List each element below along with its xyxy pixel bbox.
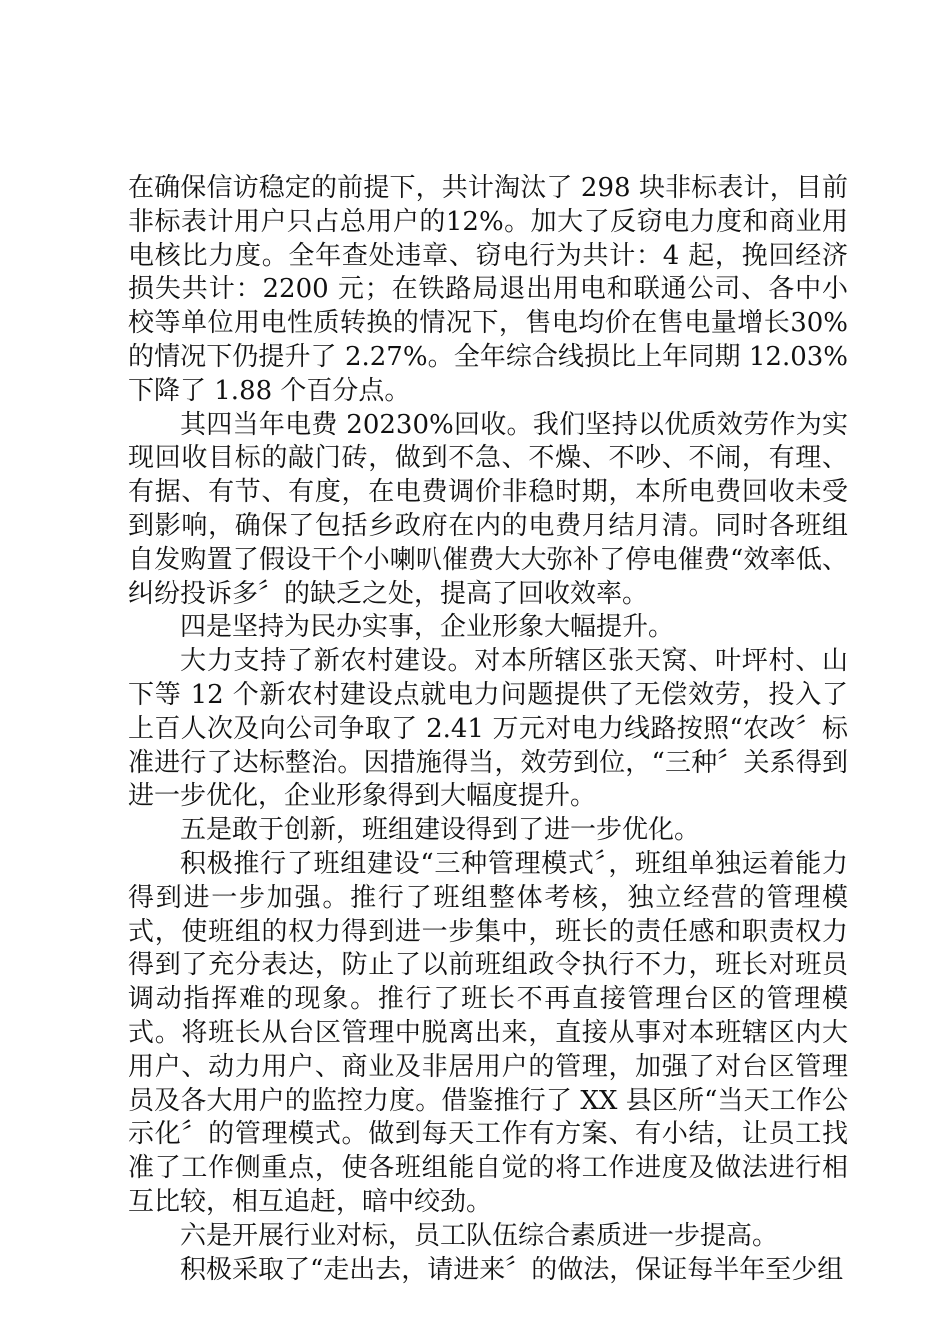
paragraph-rural-construction: 大力支持了新农村建设。对本所辖区张天窝、叶坪村、山下等 12 个新农村建设点就电力问题提供了无偿效劳，投入了上百人次及向公司争取了 2.41 万元对电力线路按照“农改〞标准进行了达标整治。因措施得当，效劳到位，“三种〞关系得到进一步优化，企业形象得到大幅度提升。 — [128, 646, 848, 812]
heading-innovation: 五是敢于创新，班组建设得到了进一步优化。 — [180, 815, 701, 846]
paragraph-go-out-invite-in: 积极采取了“走出去，请进来〞的做法，保证每半年至少组 — [180, 1254, 844, 1285]
heading-public-service: 四是坚持为民办实事，企业形象大幅提升。 — [180, 612, 675, 643]
heading-benchmarking: 六是开展行业对标，员工队伍综合素质进一步提高。 — [180, 1220, 779, 1251]
paragraph-line-loss: 在确保信访稳定的前提下，共计淘汰了 298 块非标表计，目前非标表计用户只占总用户的12%。加大了反窃电力度和商业用电核比力度。全年查处违章、窃电行为共计：4 起，挽回经济损失共计：2200 元；在铁路局退出用电和联通公司、各中小校等单位用电性质转换的情况下，售电均价在售电量增长30%的情况下仍提升了 2.27%。全年综合线损比上年同期 12.03%下降了 1.88 个百分点。 — [128, 173, 848, 406]
paragraph-fee-collection: 其四当年电费 20230%回收。我们坚持以优质效劳作为实现回收目标的敲门砖，做到不急、不燥、不吵、不闹，有理、有据、有节、有度，在电费调价非稳时期，本所电费回收未受到影响，确保了包括乡政府在内的电费月结月清。同时各班组自发购置了假设干个小喇叭催费大大弥补了停电催费“效率低、纠纷投诉多〞的缺乏之处，提高了回收效率。 — [128, 409, 848, 609]
paragraph-team-management: 积极推行了班组建设“三种管理模式〞，班组单独运着能力得到进一步加强。推行了班组整体考核，独立经营的管理模式，使班组的权力得到进一步集中，班长的责任感和职责权力得到了充分表达，防止了以前班组政令执行不力，班长对班员调动指挥难的现象。推行了班长不再直接管理台区的管理模式。将班长从台区管理中脱离出来，直接从事对本班辖区内大用户、动力用户、商业及非居用户的管理，加强了对台区管理员及各大用户的监控力度。借鉴推行了 XX 县区所“当天工作公示化〞的管理模式。做到每天工作有方案、有小结，让员工找准了工作侧重点，使各班组能自觉的将工作进度及做法进行相互比较，相互追赶，暗中绞劲。 — [128, 848, 848, 1217]
document-body — [128, 172, 848, 1287]
